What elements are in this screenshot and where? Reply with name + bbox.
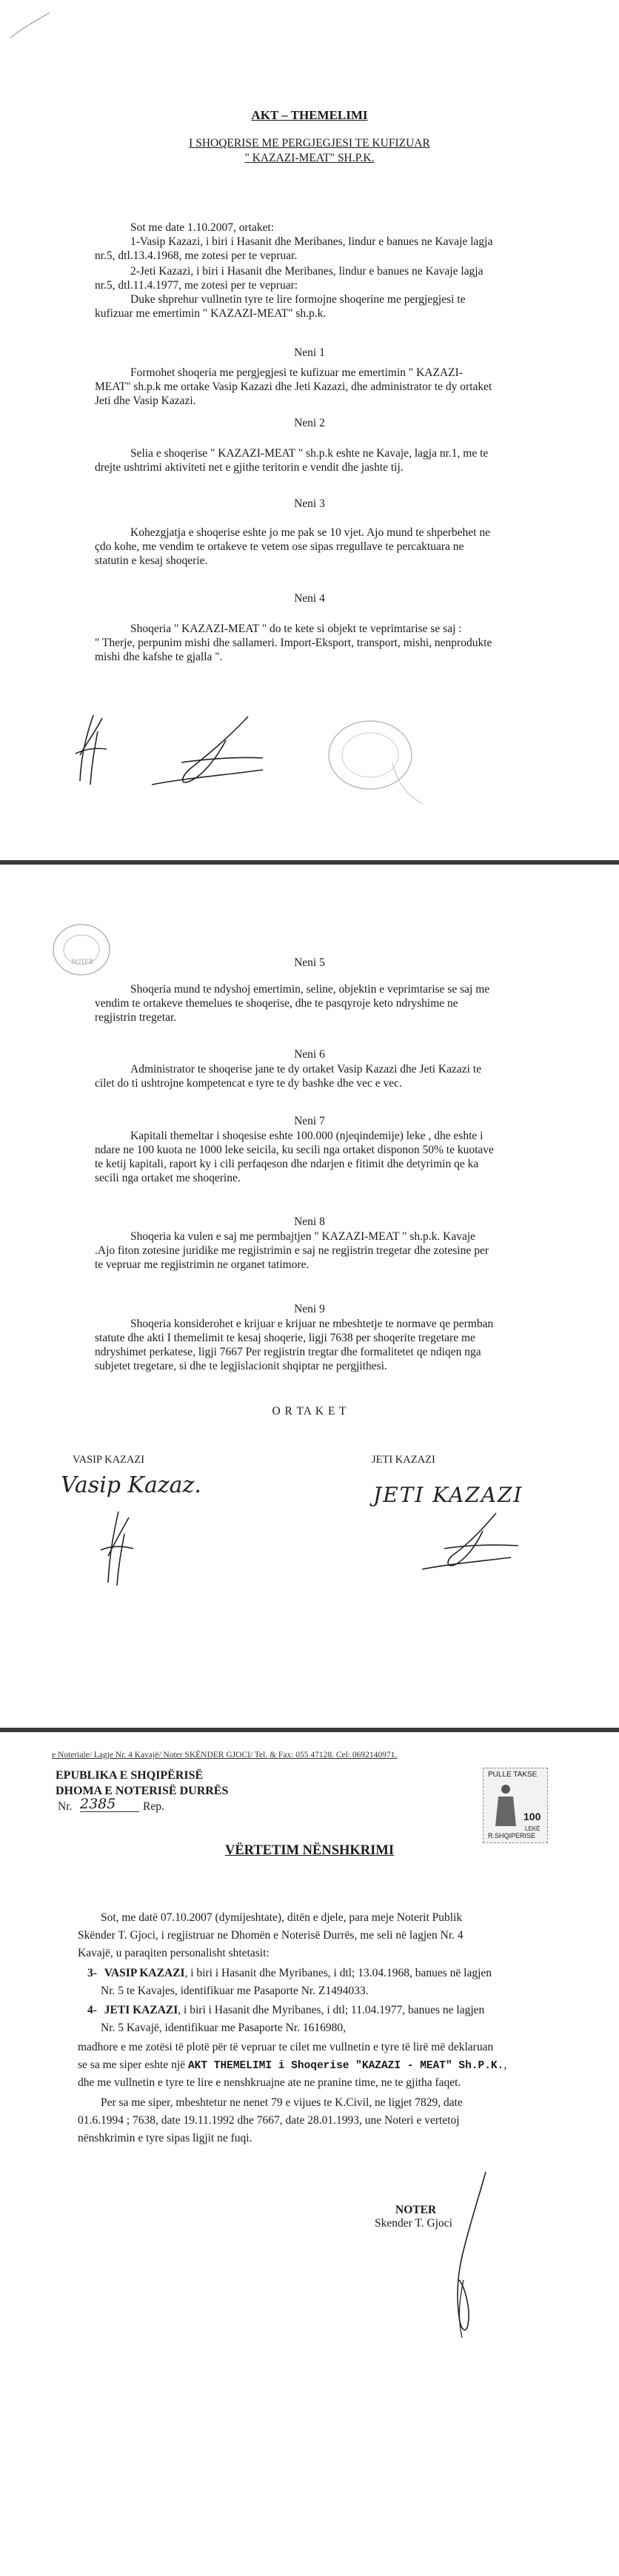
intro-line: nr.5, dtl.13.4.1968, me zotesi per te vepruar. bbox=[95, 249, 298, 262]
signature-vasip bbox=[89, 1509, 148, 1590]
noter-name: Skender T. Gjoci bbox=[375, 2217, 452, 2230]
neni-5-line: regjistrin tregetar. bbox=[95, 1011, 177, 1024]
neni-7-line: Kapitali themeltar i shoqesise eshte 100.000 (njeqindemije) leke , dhe eshte i bbox=[130, 1130, 484, 1142]
neni-8-line: Shoqeria ka vulen e saj me permbajtjen " KAZAZI-MEAT " sh.p.k. Kavaje bbox=[130, 1230, 476, 1243]
tax-stamp-top: PULLE TAKSE bbox=[488, 1771, 538, 1779]
neni-1-line: Jeti dhe Vasip Kazazi. bbox=[95, 395, 196, 407]
nr-label: Nr. bbox=[58, 1800, 73, 1813]
notary-stamp-small bbox=[44, 916, 133, 990]
person-3-line bbox=[87, 1966, 492, 1980]
chamber-heading: DHOMA E NOTERISË DURRËS bbox=[56, 1785, 229, 1797]
corner-mark bbox=[9, 11, 53, 41]
neni-2-line: drejte ushtrimi aktiviteti net e gjithe teritorin e vendit dhe jashte tij. bbox=[95, 461, 404, 474]
person-4-line bbox=[87, 2003, 484, 2017]
neni-7-line: te ketij kapitali, raport ky i cili perfaqeson dhe ndarjen e fitimit dhe detyrimin qe ka bbox=[95, 1158, 479, 1170]
intro-line: 1-Vasip Kazazi, i biri i Hasanit dhe Meribanes, lindur e banues ne Kavaje lagja bbox=[130, 235, 493, 248]
person-3-name: VASIP KAZAZI bbox=[104, 1967, 185, 1979]
para1-line: Kavajë, u paraqiten personalisht shtetasit: bbox=[78, 1947, 270, 1959]
stamp-figure-icon bbox=[491, 1782, 521, 1829]
notary-signature bbox=[415, 2169, 496, 2347]
nr-value: 2385 bbox=[80, 1797, 139, 1812]
intro-line: 2-Jeti Kazazi, i biri i Hasanit dhe Meribanes, lindur e banues ne Kavaje lagja bbox=[130, 265, 484, 278]
neni-9-line: ndryshimet perkatese, ligji 7667 Per regjistrin tregtar dhe formalitetet qe ndiqen nga bbox=[95, 1346, 481, 1358]
intro-line: kufizuar me emertimin " KAZAZI-MEAT" sh.p.k. bbox=[95, 307, 327, 320]
neni-9-line: subjetet tregetare, si dhe te legjislacionit shqiptar ne pergjithesi. bbox=[95, 1360, 387, 1372]
neni-3-line: Kohezgjatja e shoqerise eshte jo me pak se 10 vjet. Ajo mund te shperbehet ne bbox=[130, 526, 490, 539]
para2-suffix: , bbox=[503, 2059, 507, 2071]
neni-5-line: Shoqeria mund te ndyshoj emertimin, seline, objektin e veprimtarise se saj me bbox=[130, 983, 490, 996]
page-3 bbox=[0, 1732, 619, 2576]
tax-stamp-bottom: R.SHQIPERISE bbox=[488, 1832, 536, 1839]
stamp-seal bbox=[311, 711, 444, 814]
person-4-name: JETI KAZAZI bbox=[104, 2004, 178, 2016]
neni-4-line: " Therje, perpunim mishi dhe sallameri. Import-Eksport, transport, mishi, nenprodukte bbox=[95, 637, 492, 649]
para2-line bbox=[78, 2058, 506, 2073]
intro-line: Sot me date 1.10.2007, ortaket: bbox=[130, 221, 275, 234]
person-4-details: , i biri i Hasanit dhe Myribanes, i dtl; 11.04.1977, banues ne lagjen bbox=[178, 2004, 485, 2016]
neni-9-title: Neni 9 bbox=[294, 1303, 325, 1315]
neni-7-line: ndare ne 100 kuota ne 1000 leke seicila, ku secili nga ortaket disponon 50% te kuotave bbox=[95, 1144, 494, 1156]
intro-line: nr.5, dtl.11.4.1977, me zotesi per te vepruar: bbox=[95, 279, 298, 292]
neni-3-line: statutin e kesaj shoqerie. bbox=[95, 554, 208, 567]
para3-line: Per sa me siper, mbeshtetur ne nenet 79 e vijues te K.Civil, ne ligjet 7829, date bbox=[101, 2096, 463, 2109]
neni-9-line: statute dhe akti I themelimit te kesaj shoqerie, ligji 7638 per shoqerite tregetare me bbox=[95, 1332, 475, 1344]
vasip-handwritten-name: Vasip Kazaz. bbox=[61, 1472, 201, 1498]
person-4-line2: Nr. 5 Kavajë, identifikuar me Pasaporte Nr. 1616980, bbox=[101, 2022, 347, 2034]
noter-label: NOTER bbox=[395, 2204, 437, 2216]
neni-6-line: cilet do ti ushtrojne kompetencat e tyre te dy bashke dhe vec e vec. bbox=[95, 1077, 402, 1090]
jeti-handwritten-name: JETI KAZAZI bbox=[373, 1483, 523, 1507]
para2-prefix: se sa me siper eshte një bbox=[78, 2059, 186, 2071]
neni-8-line: .Ajo fiton zotesine juridike me regjistrimin e saj ne regjistrin tregetar dhe zotesine per bbox=[95, 1244, 489, 1257]
neni-4-line: mishi dhe kafshe te gjalla ". bbox=[95, 651, 223, 663]
neni-4-title: Neni 4 bbox=[294, 592, 325, 605]
tax-stamp-value: 100 bbox=[523, 1811, 541, 1822]
neni-1-line: MEAT" sh.p.k me ortake Vasip Kazazi dhe Jeti Kazazi, dhe administrator te dy ortaket bbox=[95, 380, 492, 393]
neni-6-title: Neni 6 bbox=[294, 1048, 325, 1061]
neni-2-line: Selia e shoqerise " KAZAZI-MEAT " sh.p.k eshte ne Kavaje, lagja nr.1, me te bbox=[130, 447, 489, 460]
neni-1-title: Neni 1 bbox=[294, 346, 325, 359]
neni-1-line: Formohet shoqeria me pergjegjesi te kufizuar me emertimin " KAZAZI- bbox=[130, 366, 463, 379]
stamp-label: NOTER bbox=[71, 958, 93, 965]
neni-5-line: vendim te ortakeve themelues te shoqerise, dhe te pasqyroje keto ndryshime ne bbox=[95, 997, 458, 1010]
rep-label: Rep. bbox=[143, 1800, 164, 1813]
person-3-details: , i biri i Hasanit dhe Myribanes, i dtl; 13.04.1968, banues në lagjen bbox=[184, 1967, 492, 1979]
neni-7-title: Neni 7 bbox=[294, 1115, 325, 1127]
notary-header-line: e Noteriale/ Lagje Nr. 4 Kavajë/ Noter SKËNDER GJOCI/ Tel. & Fax: 055 47128. Cel: 0692140971. bbox=[52, 1751, 398, 1760]
neni-8-line: te vepruar me regjistrimin ne organet tatimore. bbox=[95, 1258, 310, 1271]
vasip-label: VASIP KAZAZI bbox=[73, 1454, 145, 1466]
signature-vasip bbox=[65, 711, 124, 792]
para2-line: dhe me vullnetin e tyre te lire e nenshkruajne ate ne pranine time, ne te gjitha faqet. bbox=[78, 2076, 461, 2089]
intro-line: Duke shprehur vullnetin tyre te lire formojne shoqerine me pergjegjesi te bbox=[130, 293, 466, 306]
act-subtitle: I SHOQERISE ME PERGJEGJESI TE KUFIZUAR bbox=[189, 137, 430, 150]
republic-heading: EPUBLIKA E SHQIPËRISË bbox=[56, 1769, 204, 1782]
person-3-line2: Nr. 5 te Kavajes, identifikuar me Pasaporte Nr. Z1494033. bbox=[101, 1985, 369, 1997]
para3-line: 01.6.1994 ; 7638, date 19.11.1992 dhe 7667, date 28.01.1993, une Noteri e vertetoj bbox=[78, 2114, 460, 2127]
act-company-name: " KAZAZI-MEAT" SH.P.K. bbox=[244, 152, 375, 164]
signature-jeti bbox=[415, 1509, 533, 1575]
neni-4-line: Shoqeria " KAZAZI-MEAT " do te kete si objekt te veprimtarise se saj : bbox=[130, 623, 462, 635]
neni-3-line: çdo kohe, me vendim te ortakeve te vetem ose sipas rregullave te percaktuara ne bbox=[95, 540, 464, 553]
para2-line: madhore e me zotësi të plotë për të vepruar te cilet me vullnetin e tyre të lirë më deklaruan bbox=[78, 2041, 494, 2053]
page-1 bbox=[0, 0, 619, 860]
neni-7-line: secili nga ortaket me shoqerine. bbox=[95, 1172, 241, 1184]
jeti-label: JETI KAZAZI bbox=[372, 1454, 435, 1466]
document-title: VËRTETIM NËNSHKRIMI bbox=[224, 1843, 395, 1858]
page-2 bbox=[0, 865, 619, 1728]
para3-line: nënshkrimin e tyre sipas ligjit ne fuqi. bbox=[78, 2132, 252, 2144]
person-4-number: 4- bbox=[87, 2004, 97, 2016]
neni-2-title: Neni 2 bbox=[294, 417, 325, 429]
ortaket-heading: O R TA K E T bbox=[272, 1405, 347, 1418]
act-title: AKT – THEMELIMI bbox=[251, 108, 368, 122]
person-3-number: 3- bbox=[87, 1967, 97, 1979]
para1-line: Skënder T. Gjoci, i regjistruar ne Dhomën e Noterisë Durrës, me seli në lagjen Nr. 4 bbox=[78, 1929, 464, 1942]
neni-9-line: Shoqeria konsiderohet e krijuar e krijuar ne mbeshtetje te normave qe permban bbox=[130, 1318, 494, 1330]
neni-6-line: Administrator te shoqerise jane te dy ortaket Vasip Kazazi dhe Jeti Kazazi te bbox=[130, 1063, 482, 1076]
tax-stamp bbox=[483, 1768, 548, 1843]
neni-8-title: Neni 8 bbox=[294, 1215, 325, 1228]
neni-5-title: Neni 5 bbox=[294, 956, 325, 969]
tax-stamp-unit: LEKË bbox=[525, 1825, 541, 1832]
para2-act-name: AKT THEMELIMI i Shoqerise "KAZAZI - MEAT" Sh.P.K. bbox=[187, 2060, 504, 2072]
signature-jeti bbox=[137, 711, 285, 792]
neni-3-title: Neni 3 bbox=[294, 497, 325, 510]
para1-line: Sot, me datë 07.10.2007 (dymijeshtate), ditën e djele, para meje Noterit Publik bbox=[101, 1911, 463, 1924]
